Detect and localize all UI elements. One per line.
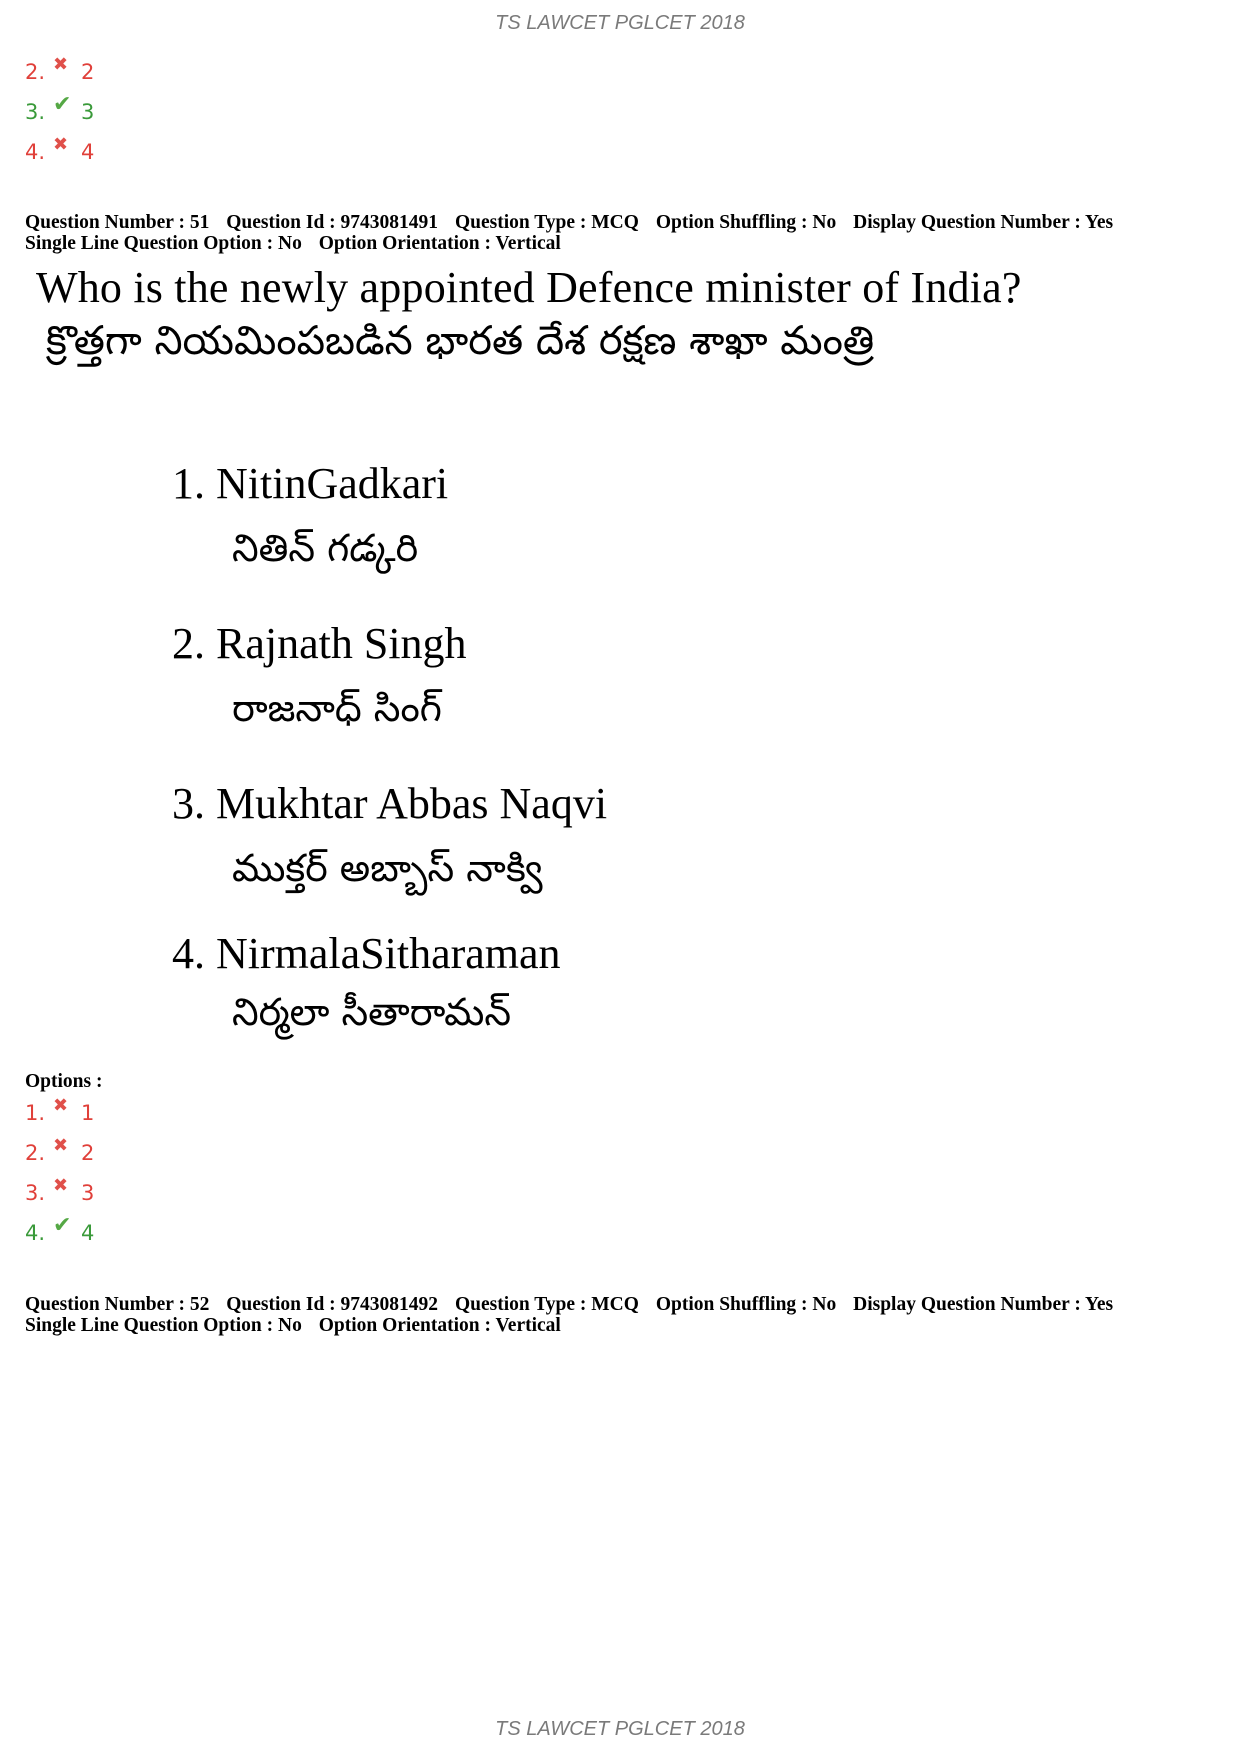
option-row — [25, 1173, 94, 1213]
display-question-number: Display Question Number : Yes — [853, 1294, 1114, 1315]
option-shuffling: Option Shuffling : No — [655, 212, 837, 233]
option-value: 1 — [81, 1101, 95, 1125]
cross-icon: ✖ — [53, 1174, 69, 1196]
choice-telugu: నితిన్ గడ్కరి — [232, 526, 419, 570]
prev-options-list — [25, 52, 94, 172]
option-value: 3 — [81, 100, 95, 124]
option-shuffling: Option Shuffling : No — [655, 1294, 837, 1315]
question-number: Question Number : 52 — [25, 1294, 210, 1315]
option-number: 1. — [25, 1101, 46, 1125]
cross-icon: ✖ — [53, 53, 69, 75]
choice-telugu: ముక్తర్ అబ్బాస్ నాక్వి — [232, 846, 543, 890]
option-row — [25, 1213, 94, 1253]
option-number: 4. — [25, 140, 46, 164]
question-text-telugu: క్రొత్తగా నియమింపబడిన భారత దేశ రక్షణ శాఖా మంత్రి — [46, 318, 875, 364]
option-value: 2 — [81, 1141, 95, 1165]
choice-english: 3. Mukhtar Abbas Naqvi — [172, 779, 608, 828]
page-footer: TS LAWCET PGLCET 2018 — [495, 1718, 745, 1740]
option-number: 2. — [25, 1141, 46, 1165]
display-question-number: Display Question Number : Yes — [853, 212, 1114, 233]
option-row — [25, 52, 94, 92]
question-51-meta — [25, 212, 1125, 254]
question-text-english: Who is the newly appointed Defence minister of India? — [36, 263, 1022, 312]
options-label: Options : — [25, 1071, 103, 1092]
option-value: 3 — [81, 1181, 95, 1205]
option-row — [25, 92, 94, 132]
cross-icon: ✖ — [53, 1094, 69, 1116]
cross-icon: ✖ — [53, 1134, 69, 1156]
question-type: Question Type : MCQ — [454, 1294, 639, 1315]
choice-telugu: రాజనాధ్ సింగ్ — [232, 686, 442, 730]
option-value: 4 — [81, 140, 95, 164]
check-icon: ✔ — [53, 1212, 72, 1238]
question-number: Question Number : 51 — [25, 212, 210, 233]
choice-english: 4. NirmalaSitharaman — [172, 929, 561, 978]
option-number: 3. — [25, 100, 46, 124]
question-52-meta — [25, 1294, 1125, 1336]
check-icon: ✔ — [53, 91, 72, 117]
option-number: 2. — [25, 60, 46, 84]
option-row — [25, 1133, 94, 1173]
option-value: 2 — [81, 60, 95, 84]
question-id: Question Id : 9743081492 — [226, 1294, 439, 1315]
choice-telugu: నిర్మలా సీతారామన్ — [232, 990, 512, 1034]
cross-icon: ✖ — [53, 133, 69, 155]
choice-english: 1. NitinGadkari — [172, 459, 449, 508]
page-header: TS LAWCET PGLCET 2018 — [495, 12, 745, 34]
option-row — [25, 132, 94, 172]
single-line-option: Single Line Question Option : No — [25, 233, 302, 254]
option-orientation: Option Orientation : Vertical — [318, 1315, 561, 1336]
question-id: Question Id : 9743081491 — [226, 212, 439, 233]
option-value: 4 — [81, 1221, 95, 1245]
option-number: 3. — [25, 1181, 46, 1205]
question-51-options — [25, 1093, 94, 1253]
single-line-option: Single Line Question Option : No — [25, 1315, 302, 1336]
option-orientation: Option Orientation : Vertical — [318, 233, 561, 254]
option-row — [25, 1093, 94, 1133]
option-number: 4. — [25, 1221, 46, 1245]
choice-english: 2. Rajnath Singh — [172, 619, 467, 668]
question-type: Question Type : MCQ — [454, 212, 639, 233]
